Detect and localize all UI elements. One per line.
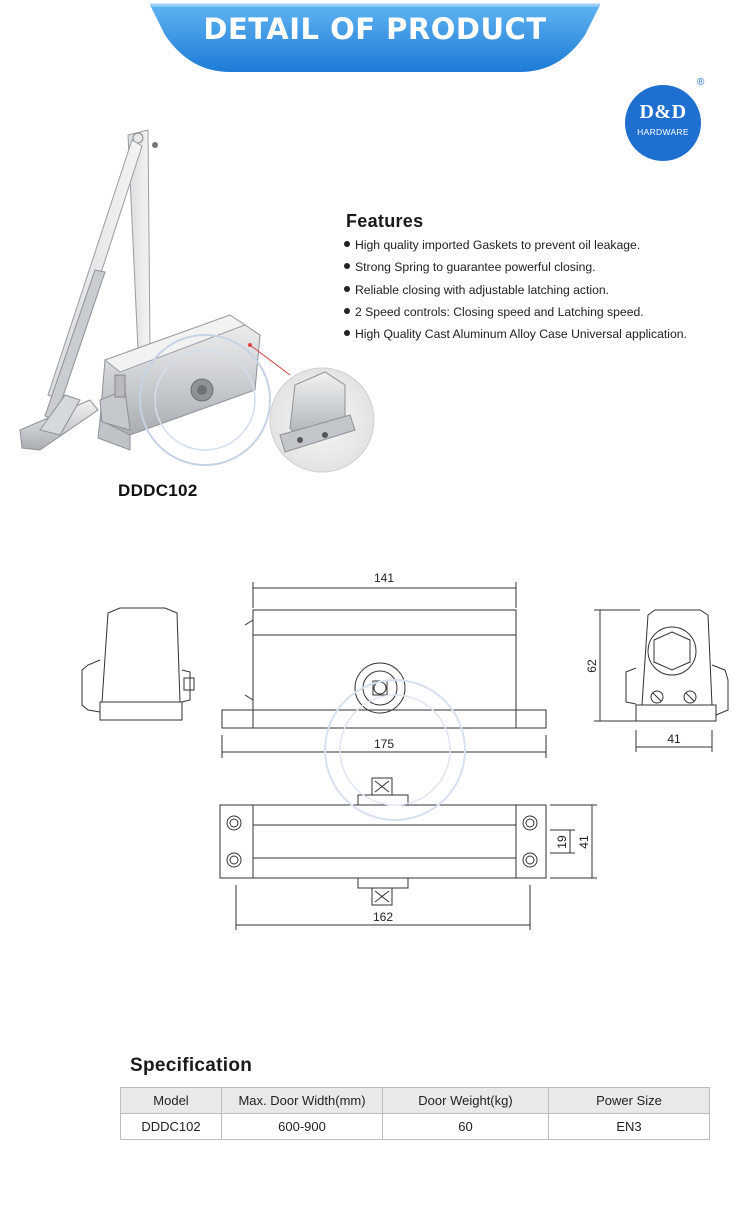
feature-text: High Quality Cast Aluminum Alloy Case Universal application. xyxy=(355,327,687,342)
plan-view xyxy=(220,778,597,930)
bullet-icon xyxy=(344,308,350,314)
logo-main-text: D&D xyxy=(639,101,687,123)
dim-plan-outer: 41 xyxy=(577,835,591,849)
feature-item xyxy=(344,305,687,327)
feature-item xyxy=(344,327,687,349)
feature-text: Reliable closing with adjustable latching action. xyxy=(355,282,610,297)
spec-cell: EN3 xyxy=(549,1114,710,1140)
bullet-icon xyxy=(344,241,350,247)
feature-item xyxy=(344,283,687,305)
feature-item xyxy=(344,260,687,282)
spec-cell: DDDC102 xyxy=(121,1114,222,1140)
product-photo xyxy=(0,100,390,490)
banner-title: DETAIL OF PRODUCT xyxy=(203,12,547,46)
feature-item xyxy=(344,238,687,260)
spec-cell: 600-900 xyxy=(222,1114,383,1140)
registered-mark: ® xyxy=(697,77,705,88)
bullet-icon xyxy=(344,263,350,269)
spec-cell: 60 xyxy=(383,1114,549,1140)
features-title: Features xyxy=(346,211,424,231)
front-view xyxy=(222,582,546,758)
dim-plan-inner: 19 xyxy=(555,835,569,849)
side-view-right xyxy=(594,610,728,752)
spec-title: Specification xyxy=(130,1055,253,1076)
spec-header-row xyxy=(121,1088,710,1114)
bullet-icon xyxy=(344,330,350,336)
logo-sub-text: HARDWARE xyxy=(637,127,689,137)
side-view-left xyxy=(82,608,194,720)
spec-header-cell: Max. Door Width(mm) xyxy=(222,1088,383,1114)
dim-top-width: 141 xyxy=(373,571,395,585)
bullet-icon xyxy=(344,286,350,292)
dim-side-width: 41 xyxy=(667,732,681,746)
features-list xyxy=(344,238,687,349)
feature-text: Strong Spring to guarantee powerful closing. xyxy=(355,260,596,275)
feature-text: 2 Speed controls: Closing speed and Latching speed. xyxy=(355,304,644,319)
spec-table xyxy=(120,1087,710,1140)
model-label: DDDC102 xyxy=(118,481,198,500)
brand-logo xyxy=(625,85,701,161)
dim-height: 62 xyxy=(585,659,599,673)
feature-text: High quality imported Gaskets to prevent oil leakage. xyxy=(355,238,641,252)
table-row xyxy=(121,1114,710,1140)
spec-header-cell: Model xyxy=(121,1088,222,1114)
spec-header-cell: Power Size xyxy=(549,1088,710,1114)
dim-plan-length: 162 xyxy=(372,910,394,924)
header-banner xyxy=(0,0,750,80)
spec-header-cell: Door Weight(kg) xyxy=(383,1088,549,1114)
technical-drawing xyxy=(0,540,750,960)
dim-base-width: 175 xyxy=(373,737,395,751)
